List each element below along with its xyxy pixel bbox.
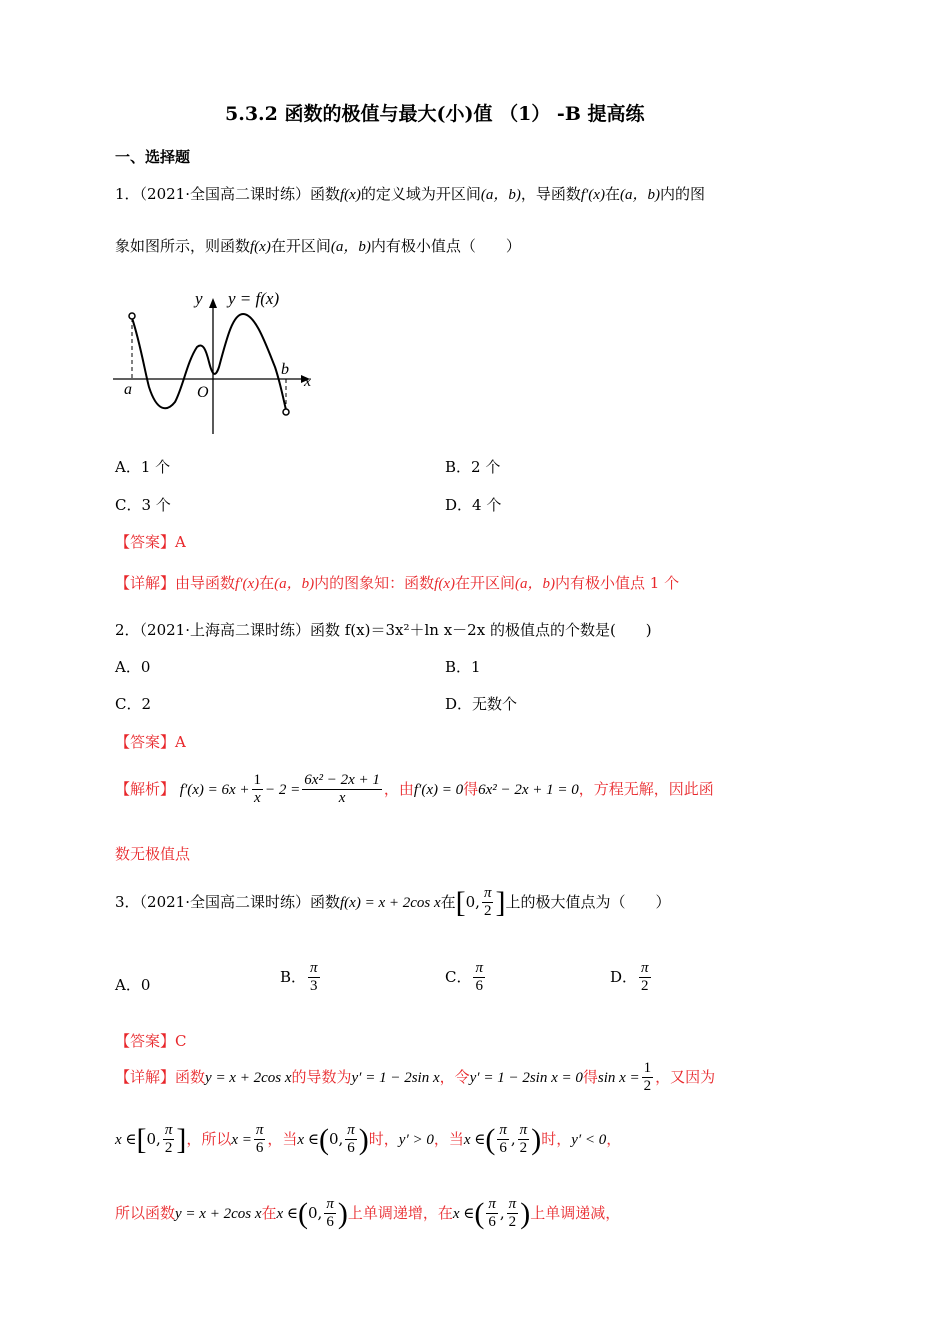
open-endpoint-b xyxy=(283,409,289,415)
q3-option-d[interactable]: D． $\frac{\pi}{2}$ xyxy=(610,960,649,995)
label-O: O xyxy=(197,384,209,401)
label-b: b xyxy=(281,361,289,378)
q2-option-c[interactable]: C．2 xyxy=(115,695,152,713)
q3-detail-line-2: x ∈[0, $\frac{\pi}{2}$ ]，所以x = $\frac{\pi}{6}$ ，当x ∈(0, $\frac{\pi}{6}$ )时，y′ > 0，当x ∈( $\frac{\pi}{6}$ , $\frac{\pi}{2}$ )时，y′ < 0， xyxy=(115,1122,622,1157)
q3-answer: 【答案】C xyxy=(115,1032,187,1050)
q2-solution-cont: 数无极值点 xyxy=(115,845,191,863)
q2-answer: 【答案】A xyxy=(115,733,186,751)
q2-option-b[interactable]: B．1 xyxy=(445,658,481,676)
q2-solution: 【解析】 f′(x) = 6x + $\frac{1}{x}$ − 2 = $\frac{\text{6x² − 2x + 1}}{x}$ ，由f′(x) = 0得6x² − 2x + 1 = 0，方程无解，因此函 xyxy=(115,772,714,807)
q1-option-a[interactable]: A．1 个 xyxy=(115,458,171,476)
q3-option-b[interactable]: B． $\frac{\pi}{3}$ xyxy=(280,960,318,995)
q3-option-c[interactable]: C． $\frac{\pi}{6}$ xyxy=(445,960,483,995)
label-x: x xyxy=(304,373,312,390)
q3-detail-line-1: 【详解】函数y = x + 2cos x的导数为y′ = 1 − 2sin x，令y′ = 1 − 2sin x = 0得sin x = $\frac{1}{2}$ ，又因为 xyxy=(115,1060,716,1095)
open-endpoint-a xyxy=(129,313,135,319)
q3-option-a[interactable]: A．0 xyxy=(115,976,151,994)
q3-detail-line-3: 所以函数y = x + 2cos x在x ∈(0, $\frac{\pi}{6}$ )上单调递增，在x ∈( $\frac{\pi}{6}$ , $\frac{\pi}{2}$ )上单调递减， xyxy=(115,1196,621,1231)
question-1-line-1: 1．（2021·全国高二课时练）函数f(x)的定义域为开区间(a，b)，导函数f′(x)在(a，b)内的图 xyxy=(115,185,705,203)
q1-detail: 【详解】由导函数f′(x)在(a，b)内的图象知：函数f(x)在开区间(a，b)内有极小值点 1 个 xyxy=(115,574,680,592)
question-3: 3．（2021·全国高二课时练）函数f(x) = x + 2cos x在[0, $\frac{\pi}{2}$ ]上的极大值点为（ ） xyxy=(115,885,671,920)
q1-option-c[interactable]: C．3 个 xyxy=(115,496,171,514)
curve xyxy=(132,314,286,410)
q1-option-b[interactable]: B．2 个 xyxy=(445,458,501,476)
q1-answer: 【答案】A xyxy=(115,533,186,551)
derivative-graph xyxy=(105,282,325,442)
label-a: a xyxy=(124,381,132,398)
q2-option-a[interactable]: A．0 xyxy=(115,658,151,676)
question-1-line-2: 象如图所示，则函数f(x)在开区间(a，b)内有极小值点（ ） xyxy=(115,237,521,255)
section-heading: 一、选择题 xyxy=(115,148,191,166)
question-2: 2．（2021·上海高二课时练）函数 f(x)＝3x²＋ln x－2x 的极值点的个数是( ) xyxy=(115,621,652,639)
page-title: 5.3.2 函数的极值与最大(小)值 （1） -B 提高练 xyxy=(225,103,645,125)
q2-option-d[interactable]: D．无数个 xyxy=(445,695,518,713)
label-eq: y = f(x) xyxy=(228,289,280,308)
q1-option-d[interactable]: D．4 个 xyxy=(445,496,502,514)
y-axis-arrow xyxy=(209,298,217,308)
label-y: y xyxy=(195,289,203,308)
